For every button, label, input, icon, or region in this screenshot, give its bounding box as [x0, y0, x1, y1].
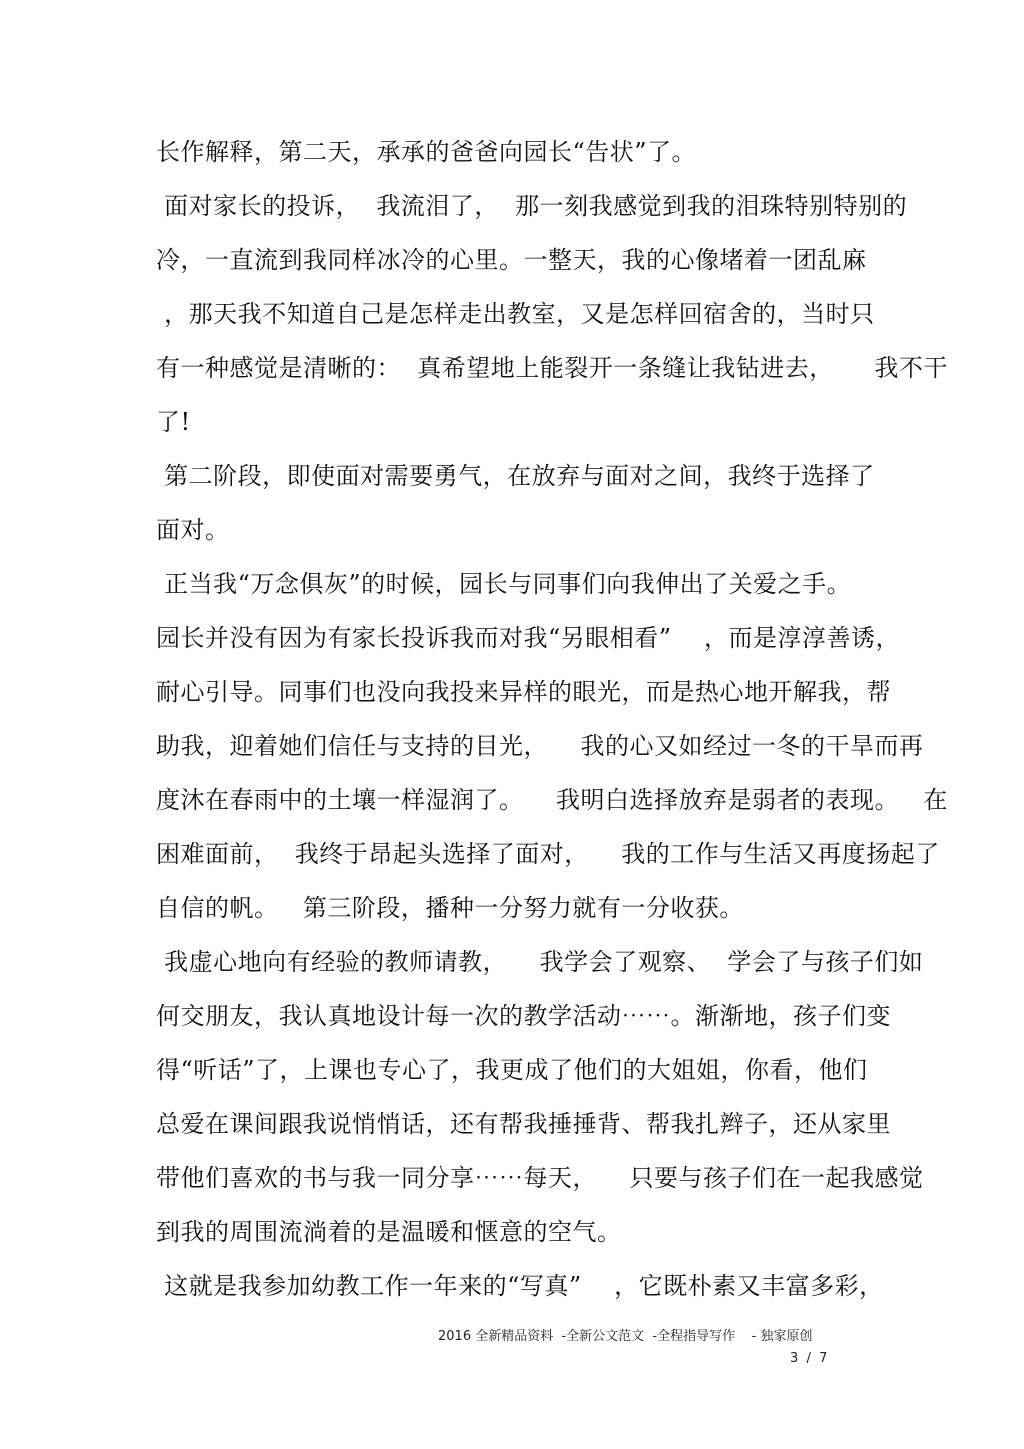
body-text-line: 到我的周围流淌着的是温暖和惬意的空气。 — [156, 1218, 622, 1246]
body-text-line: 度沐在春雨中的土壤一样湿润了。 我明白选择放弃是弱者的表现。 在 — [156, 786, 948, 814]
body-text-line: 得“听话”了，上课也专心了，我更成了他们的大姐姐，你看，他们 — [156, 1056, 868, 1084]
body-text-line: ，那天我不知道自己是怎样走出教室，又是怎样回宿舍的，当时只 — [156, 300, 875, 328]
body-text-line: 冷，一直流到我同样冰冷的心里。一整天，我的心像堵着一团乱麻 — [156, 246, 867, 274]
body-text-line: 自信的帆。 第三阶段，播种一分努力就有一分收获。 — [156, 894, 744, 922]
body-text-line: 耐心引导。同事们也没向我投来异样的眼光，而是热心地开解我，帮 — [156, 678, 891, 706]
body-text-line: 困难面前， 我终于昂起头选择了面对， 我的工作与生活又再度扬起了 — [156, 840, 940, 868]
body-text-line: 我虚心地向有经验的教师请教， 我学会了观察、 学会了与孩子们如 — [156, 948, 924, 976]
body-text-line: 助我，迎着她们信任与支持的目光， 我的心又如经过一冬的干旱而再 — [156, 732, 924, 760]
body-text-line: 有一种感觉是清晰的： 真希望地上能裂开一条缝让我钻进去， 我不干 — [156, 354, 948, 382]
body-text-line: 这就是我参加幼教工作一年来的“写真” ，它既朴素又丰富多彩， — [156, 1272, 884, 1300]
page-footer: 2016 全新精品资料 -全新公文范文 -全程指导写作 - 独家原创 — [438, 1329, 813, 1344]
body-text-line: 何交朋友，我认真地设计每一次的教学活动⋯⋯。渐渐地，孩子们变 — [156, 1002, 891, 1030]
body-text-line: 总爱在课间跟我说悄悄话，还有帮我捶捶背、帮我扎辫子，还从家里 — [156, 1110, 891, 1138]
body-text-line: 长作解释，第二天，承承的爸爸向园长“告状”了。 — [156, 138, 697, 166]
body-text-line: 面对家长的投诉， 我流泪了， 那一刻我感觉到我的泪珠特别特别的 — [156, 192, 908, 220]
body-text-line: 了! — [156, 408, 191, 436]
body-text-line: 面对。 — [156, 516, 230, 544]
body-text-line: 第二阶段，即使面对需要勇气，在放弃与面对之间，我终于选择了 — [156, 462, 875, 490]
body-text-line: 带他们喜欢的书与我一同分享⋯⋯每天， 只要与孩子们在一起我感觉 — [156, 1164, 924, 1192]
page-number: 3 / 7 — [790, 1351, 828, 1366]
body-text-line: 正当我“万念俱灰”的时候，园长与同事们向我伸出了关爱之手。 — [156, 570, 852, 598]
body-text-line: 园长并没有因为有家长投诉我而对我“另眼相看” ，而是淳淳善诱， — [156, 624, 901, 652]
